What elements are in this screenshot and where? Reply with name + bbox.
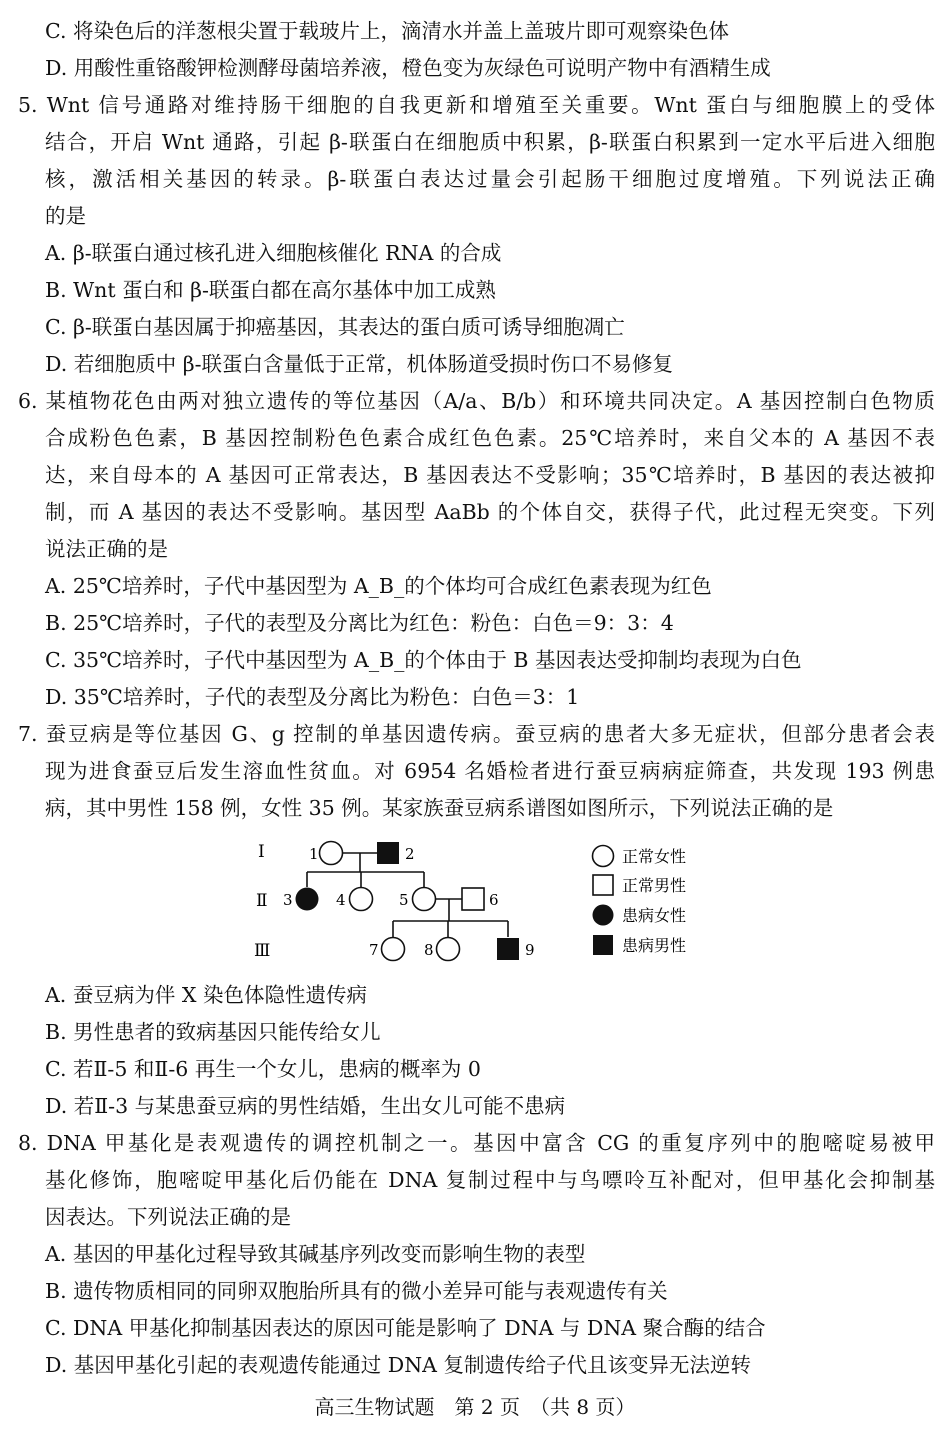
q5-option-d: D. 若细胞质中 β-联蛋白含量低于正常，机体肠道受损时伤口不易修复 [45,352,674,376]
individual-number-5: 5 [399,891,409,909]
q7-option-a: A. 蚕豆病为伴 X 染色体隐性遗传病 [45,983,367,1007]
q6-stem-line-3: 达，来自母本的 A 基因可正常表达，B 基因表达不受影响；35℃培养时，B 基因的表达被抑 [45,463,935,487]
page-footer: 高三生物试题 第 2 页 （共 8 页） [314,1395,636,1419]
individual-3-affected-female [296,888,319,911]
q7-stem-line-2: 现为进食蚕豆后发生溶血性贫血。对 6954 名婚检者进行蚕豆病病症筛查，共发现 193 例患 [45,759,935,783]
individual-6-normal-male [462,888,484,910]
q8-option-b: B. 遗传物质相同的同卵双胞胎所具有的微小差异可能与表观遗传有关 [45,1279,668,1303]
legend-affected-female-icon [593,905,614,926]
generation-label-3: Ⅲ [254,941,271,961]
individual-number-4: 4 [336,891,346,909]
legend-affected-male-icon [593,935,613,955]
q7-option-b: B. 男性患者的致病基因只能传给女儿 [45,1020,381,1044]
q8-option-d: D. 基因甲基化引起的表观遗传能通过 DNA 复制遗传给子代且该变异无法逆转 [45,1353,751,1377]
prev-option-c: C. 将染色后的洋葱根尖置于载玻片上，滴清水并盖上盖玻片即可观察染色体 [45,19,729,43]
individual-4-normal-female [350,888,373,911]
legend-normal-male-icon [593,875,613,895]
q7-option-c: C. 若Ⅱ-5 和Ⅱ-6 再生一个女儿，患病的概率为 0 [45,1057,481,1081]
pedigree-figure [240,833,720,973]
generation-label-1: Ⅰ [258,842,265,862]
individual-number-2: 2 [405,845,415,863]
individual-5-normal-female [413,888,436,911]
q7-option-d: D. 若Ⅱ-3 与某患蚕豆病的男性结婚，生出女儿可能不患病 [45,1094,566,1118]
generation-label-2: Ⅱ [256,891,268,911]
q5-stem-line-4: 的是 [45,204,86,228]
individual-number-9: 9 [525,941,535,959]
q8-stem-line-3: 因表达。下列说法正确的是 [45,1205,291,1229]
legend-affected-female-label: 患病女性 [622,906,687,925]
legend-normal-female-icon [593,846,614,867]
q6-stem-line-1: 6. 某植物花色由两对独立遗传的等位基因（A/a、B/b）和环境共同决定。A 基因控制白色物质 [18,389,935,413]
legend-normal-male-label: 正常男性 [622,876,687,895]
q8-option-a: A. 基因的甲基化过程导致其碱基序列改变而影响生物的表型 [45,1242,586,1266]
individual-number-6: 6 [489,891,499,909]
prev-option-d: D. 用酸性重铬酸钾检测酵母菌培养液，橙色变为灰绿色可说明产物中有酒精生成 [45,56,771,80]
individual-number-8: 8 [424,941,434,959]
q5-stem-line-3: 核，激活相关基因的转录。β-联蛋白表达过量会引起肠干细胞过度增殖。下列说法正确 [45,167,935,191]
legend-affected-male-label: 患病男性 [622,936,687,955]
q5-option-a: A. β-联蛋白通过核孔进入细胞核催化 RNA 的合成 [45,241,502,265]
individual-number-7: 7 [369,941,379,959]
q5-option-b: B. Wnt 蛋白和 β-联蛋白都在高尔基体中加工成熟 [45,278,496,302]
individual-8-normal-female [437,938,460,961]
q8-stem-line-1: 8. DNA 甲基化是表观遗传的调控机制之一。基因中富含 CG 的重复序列中的胞嘧啶易被甲 [18,1131,935,1155]
q6-stem-line-2: 合成粉色色素，B 基因控制粉色色素合成红色色素。25℃培养时，来自父本的 A 基因不表 [45,426,935,450]
q7-stem-line-3: 病，其中男性 158 例，女性 35 例。某家族蚕豆病系谱图如图所示，下列说法正确的是 [45,796,834,820]
legend-normal-female-label: 正常女性 [622,847,687,866]
q8-option-c: C. DNA 甲基化抑制基因表达的原因可能是影响了 DNA 与 DNA 聚合酶的结合 [45,1316,766,1340]
individual-1-normal-female [320,842,343,865]
individual-number-1: 1 [309,845,319,863]
individual-9-affected-male [497,938,519,960]
q6-option-d: D. 35℃培养时，子代的表型及分离比为粉色：白色＝3：1 [45,685,580,709]
q8-stem-line-2: 基化修饰，胞嘧啶甲基化后仍能在 DNA 复制过程中与鸟嘌呤互补配对，但甲基化会抑制基 [45,1168,935,1192]
q7-stem-line-1: 7. 蚕豆病是等位基因 G、g 控制的单基因遗传病。蚕豆病的患者大多无症状，但部分患者会表 [18,722,935,746]
q5-option-c: C. β-联蛋白基因属于抑癌基因，其表达的蛋白质可诱导细胞凋亡 [45,315,625,339]
individual-number-3: 3 [283,891,293,909]
individual-7-normal-female [382,938,405,961]
q6-stem-line-5: 说法正确的是 [45,537,168,561]
q6-option-b: B. 25℃培养时，子代的表型及分离比为红色：粉色：白色＝9：3：4 [45,611,674,635]
q5-stem-line-1: 5. Wnt 信号通路对维持肠干细胞的自我更新和增殖至关重要。Wnt 蛋白与细胞膜上的受体 [18,93,935,117]
q6-stem-line-4: 制，而 A 基因的表达不受影响。基因型 AaBb 的个体自交，获得子代，此过程无突变。下列 [45,500,935,524]
q5-stem-line-2: 结合，开启 Wnt 通路，引起 β-联蛋白在细胞质中积累，β-联蛋白积累到一定水平后进入细胞 [45,130,935,154]
individual-2-affected-male [377,842,399,864]
q6-option-a: A. 25℃培养时，子代中基因型为 A_B_的个体均可合成红色素表现为红色 [45,574,712,598]
q6-option-c: C. 35℃培养时，子代中基因型为 A_B_的个体由于 B 基因表达受抑制均表现为白色 [45,648,802,672]
